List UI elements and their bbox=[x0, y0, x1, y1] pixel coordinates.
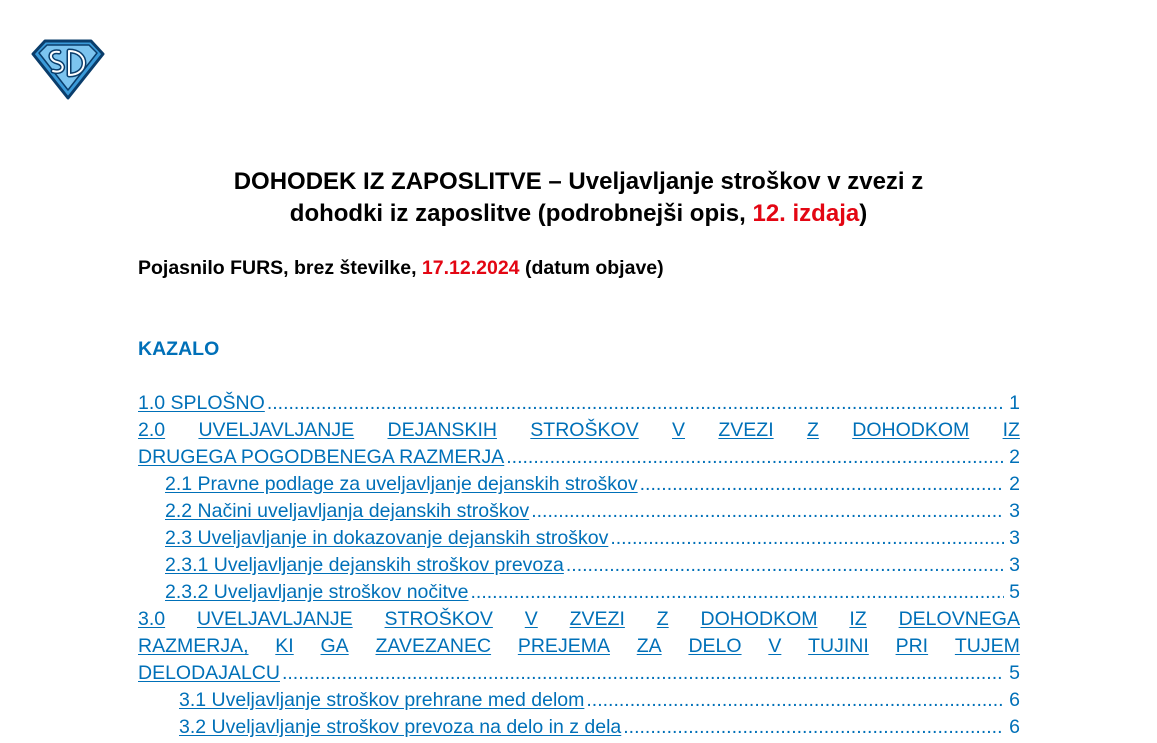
title-line-2-text: dohodki iz zaposlitve (podrobnejši opis, bbox=[289, 200, 753, 227]
toc-word[interactable]: UVELJAVLJANJE bbox=[196, 608, 353, 630]
toc-entry-label[interactable]: 2.3.1 Uveljavljanje dejanskih stroškov prevoza bbox=[165, 554, 564, 576]
toc-word[interactable]: TUJINI bbox=[808, 635, 869, 657]
subtitle-prefix: Pojasnilo FURS, brez številke, bbox=[138, 257, 422, 279]
toc-entry-3-1[interactable] bbox=[138, 687, 1020, 714]
toc-word[interactable]: ZVEZI bbox=[569, 608, 625, 630]
toc-word[interactable]: KI bbox=[275, 635, 294, 657]
toc-leader-dots bbox=[640, 471, 1004, 498]
toc-word[interactable]: DOHODKOM bbox=[700, 608, 818, 630]
toc-entry-2-3-2[interactable] bbox=[138, 579, 1020, 606]
title-line-2 bbox=[0, 198, 1157, 230]
toc-leader-dots bbox=[623, 714, 1004, 741]
toc-entry-2-0-line-2[interactable] bbox=[138, 444, 1020, 471]
title-line-2-close: ) bbox=[859, 200, 868, 227]
toc-leader-dots bbox=[566, 552, 1004, 579]
toc-word[interactable]: RAZMERJA, bbox=[138, 635, 249, 657]
toc-word[interactable]: IZ bbox=[1002, 419, 1020, 441]
toc-word[interactable]: DELOVNEGA bbox=[898, 608, 1020, 630]
toc-word[interactable]: ZAVEZANEC bbox=[375, 635, 492, 657]
toc-leader-dots bbox=[282, 660, 1004, 687]
toc-leader-dots bbox=[267, 390, 1004, 417]
toc-leader-dots bbox=[531, 498, 1004, 525]
toc-entry-3-2[interactable] bbox=[138, 714, 1020, 741]
toc-page-number: 3 bbox=[1009, 527, 1020, 549]
toc-entry-label[interactable]: 2.3 Uveljavljanje in dokazovanje dejanskih stroškov bbox=[165, 527, 609, 549]
toc-entry-2-3[interactable] bbox=[138, 525, 1020, 552]
toc-word[interactable]: 2.0 bbox=[138, 419, 166, 441]
toc-word[interactable]: PRI bbox=[895, 635, 929, 657]
toc-entry-label[interactable]: 1.0 SPLOŠNO bbox=[138, 392, 265, 414]
toc-entry-label[interactable]: 2.2 Načini uveljavljanja dejanskih stroškov bbox=[165, 500, 530, 522]
toc-leader-dots bbox=[506, 444, 1004, 471]
toc-page-number: 6 bbox=[1009, 689, 1020, 711]
edition-label: 12. izdaja bbox=[752, 200, 860, 227]
toc-leader-dots bbox=[610, 525, 1004, 552]
toc-leader-dots bbox=[586, 687, 1004, 714]
toc-entry-label[interactable]: 3.1 Uveljavljanje stroškov prehrane med delom bbox=[179, 689, 585, 711]
toc-entry-2-2[interactable] bbox=[138, 498, 1020, 525]
toc-word[interactable]: 3.0 bbox=[138, 608, 166, 630]
toc-word[interactable]: DEJANSKIH bbox=[387, 419, 497, 441]
toc-word[interactable]: V bbox=[672, 419, 686, 441]
toc-entry-3-0-line-1[interactable] bbox=[138, 606, 1020, 633]
sd-logo bbox=[31, 38, 105, 100]
toc-word[interactable]: V bbox=[768, 635, 782, 657]
toc-page-number: 5 bbox=[1009, 662, 1020, 684]
toc-word[interactable]: STROŠKOV bbox=[530, 419, 639, 441]
toc-page-number: 1 bbox=[1009, 392, 1020, 414]
toc-word[interactable]: TUJEM bbox=[954, 635, 1020, 657]
toc-word[interactable]: PREJEMA bbox=[517, 635, 610, 657]
toc-entry-3-0-line-3[interactable] bbox=[138, 660, 1020, 687]
toc-word[interactable]: V bbox=[524, 608, 538, 630]
toc-entry-3-0-line-2[interactable] bbox=[138, 633, 1020, 660]
toc-word[interactable]: GA bbox=[320, 635, 349, 657]
toc-heading: KAZALO bbox=[138, 338, 220, 360]
toc-page-number: 3 bbox=[1009, 554, 1020, 576]
toc-leader-dots bbox=[470, 579, 1004, 606]
document-title bbox=[0, 166, 1157, 230]
toc-word[interactable]: ZVEZI bbox=[718, 419, 774, 441]
sd-diamond-logo-icon bbox=[31, 38, 105, 100]
toc-entry-label[interactable]: DRUGEGA POGODBENEGA RAZMERJA bbox=[138, 446, 505, 468]
subtitle-suffix: (datum objave) bbox=[519, 257, 664, 279]
toc-entry-label[interactable]: 2.1 Pravne podlage za uveljavljanje dejanskih stroškov bbox=[165, 473, 638, 495]
toc-word[interactable]: Z bbox=[656, 608, 669, 630]
toc-page-number: 2 bbox=[1009, 473, 1020, 495]
toc-page-number: 6 bbox=[1009, 716, 1020, 738]
toc-word[interactable]: Z bbox=[806, 419, 819, 441]
toc-entry-2-3-1[interactable] bbox=[138, 552, 1020, 579]
publication-date: 17.12.2024 bbox=[421, 257, 520, 279]
table-of-contents bbox=[138, 390, 1020, 741]
toc-page-number: 5 bbox=[1009, 581, 1020, 603]
toc-word[interactable]: ZA bbox=[636, 635, 662, 657]
toc-word[interactable]: STROŠKOV bbox=[384, 608, 493, 630]
toc-word[interactable]: UVELJAVLJANJE bbox=[198, 419, 355, 441]
document-subtitle bbox=[138, 255, 664, 281]
toc-entry-2-1[interactable] bbox=[138, 471, 1020, 498]
toc-page-number: 3 bbox=[1009, 500, 1020, 522]
toc-entry-label[interactable]: 2.3.2 Uveljavljanje stroškov nočitve bbox=[165, 581, 469, 603]
toc-entry-label[interactable]: DELODAJALCU bbox=[138, 662, 280, 684]
toc-word[interactable]: DOHODKOM bbox=[852, 419, 970, 441]
toc-entry-1-0[interactable] bbox=[138, 390, 1020, 417]
toc-word[interactable]: DELO bbox=[688, 635, 742, 657]
toc-entry-2-0-line-1[interactable] bbox=[138, 417, 1020, 444]
toc-page-number: 2 bbox=[1009, 446, 1020, 468]
toc-word[interactable]: IZ bbox=[849, 608, 867, 630]
toc-entry-label[interactable]: 3.2 Uveljavljanje stroškov prevoza na delo in z dela bbox=[179, 716, 622, 738]
title-line-1: DOHODEK IZ ZAPOSLITVE – Uveljavljanje stroškov v zvezi z bbox=[233, 168, 924, 195]
